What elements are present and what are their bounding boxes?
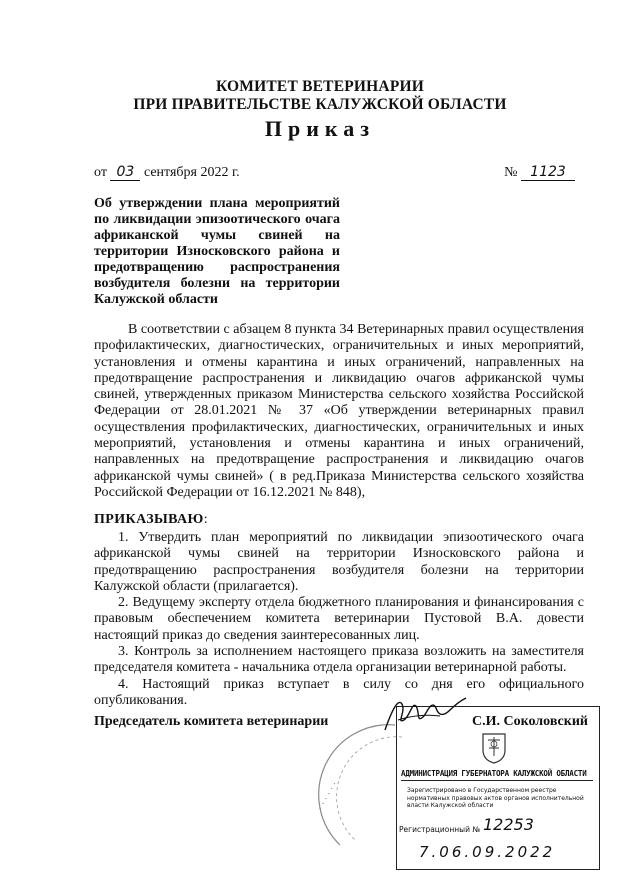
number-value: 1123 [521, 164, 575, 181]
coat-of-arms-icon [480, 730, 508, 764]
stamp-description: Зарегистрировано в Государственном реестре нормативных правовых актов органов исполнительной власти Калужской области [407, 787, 584, 809]
handwritten-signature [380, 690, 470, 740]
decree-word: ПРИКАЗЫВАЮ [94, 512, 204, 527]
stamp-reg-number: 12253 [483, 815, 534, 834]
order-number [504, 164, 575, 181]
decree-item: 4. Настоящий приказ вступает в силу со дня его официального опубликования. [94, 676, 584, 708]
decree-item: 2. Ведущему эксперту отдела бюджетного планирования и финансирования с правовым обеспечением комитета ветеринарии Пустовой В.А. довести настоящий приказ до сведения заинтересованных лиц. [94, 595, 584, 643]
decree-heading [94, 512, 208, 528]
decree-items [94, 530, 584, 709]
signatory-title: Председатель комитета ветеринарии [94, 714, 329, 729]
document-title: Приказ [264, 116, 376, 141]
stamp-org: АДМИНИСТРАЦИЯ ГУБЕРНАТОРА КАЛУЖСКОЙ ОБЛАСТИ [401, 769, 593, 781]
decree-colon: : [203, 512, 209, 527]
order-date [94, 164, 240, 181]
decree-item: 3. Контроль за исполнением настоящего приказа возложить на заместителя председателя комитета - начальника отдела организации ветеринарной работы. [94, 644, 584, 676]
date-day: 03 [110, 164, 140, 181]
order-subject: Об утверждении плана мероприятий по ликвидации эпизоотического очага африканской чумы свиней на территории Износковского района и предотвращению распространения возбудителя болезни на территории Калужской области [94, 196, 340, 307]
decree-item: 1. Утвердить план мероприятий по ликвидации эпизоотического очага африканской чумы свиней на территории Износковского района и предотвращению распространения возбудителя болезни на территории Калужской области (прилагается). [94, 530, 584, 594]
svg-text:. . . . . .: . . . . . . [313, 779, 339, 812]
signatory-name: С.И. Соколовский [472, 714, 588, 729]
header-line-1: КОМИТЕТ ВЕТЕРИНАРИИ [216, 78, 424, 95]
stamp-reg-label: Регистрационный № [399, 825, 481, 834]
preamble-paragraph: В соответствии с абзацем 8 пункта 34 Ветеринарных правил осуществления профилактических, диагностических, ограничительных и иных мероприятий, установления и отмены карантина и иных ограничений, направленных на предотвращение распространения и ликвидацию очагов африканской чумы свиней, утвержденных приказом Министерства сельского хозяйства Российской Федерации от 28.01.2021 № 37 «Об утверждении ветеринарных правил осуществления профилактических, диагностических, ограничительных и иных мероприятий, установления и отмены карантина и иных ограничений, направленных на предотвращение распространения и ликвидацию очагов африканской чумы свиней» ( в ред.Приказа Министерства сельского хозяйства Российской Федерации от 16.12.2021 № 848), [94, 322, 584, 500]
number-prefix: № [504, 165, 518, 180]
header-line-2: ПРИ ПРАВИТЕЛЬСТВЕ КАЛУЖСКОЙ ОБЛАСТИ [133, 96, 507, 113]
date-prefix: от [94, 165, 107, 180]
stamp-reg-date: 7.06.09.2022 [419, 843, 556, 861]
date-rest: сентября 2022 г. [143, 165, 240, 180]
